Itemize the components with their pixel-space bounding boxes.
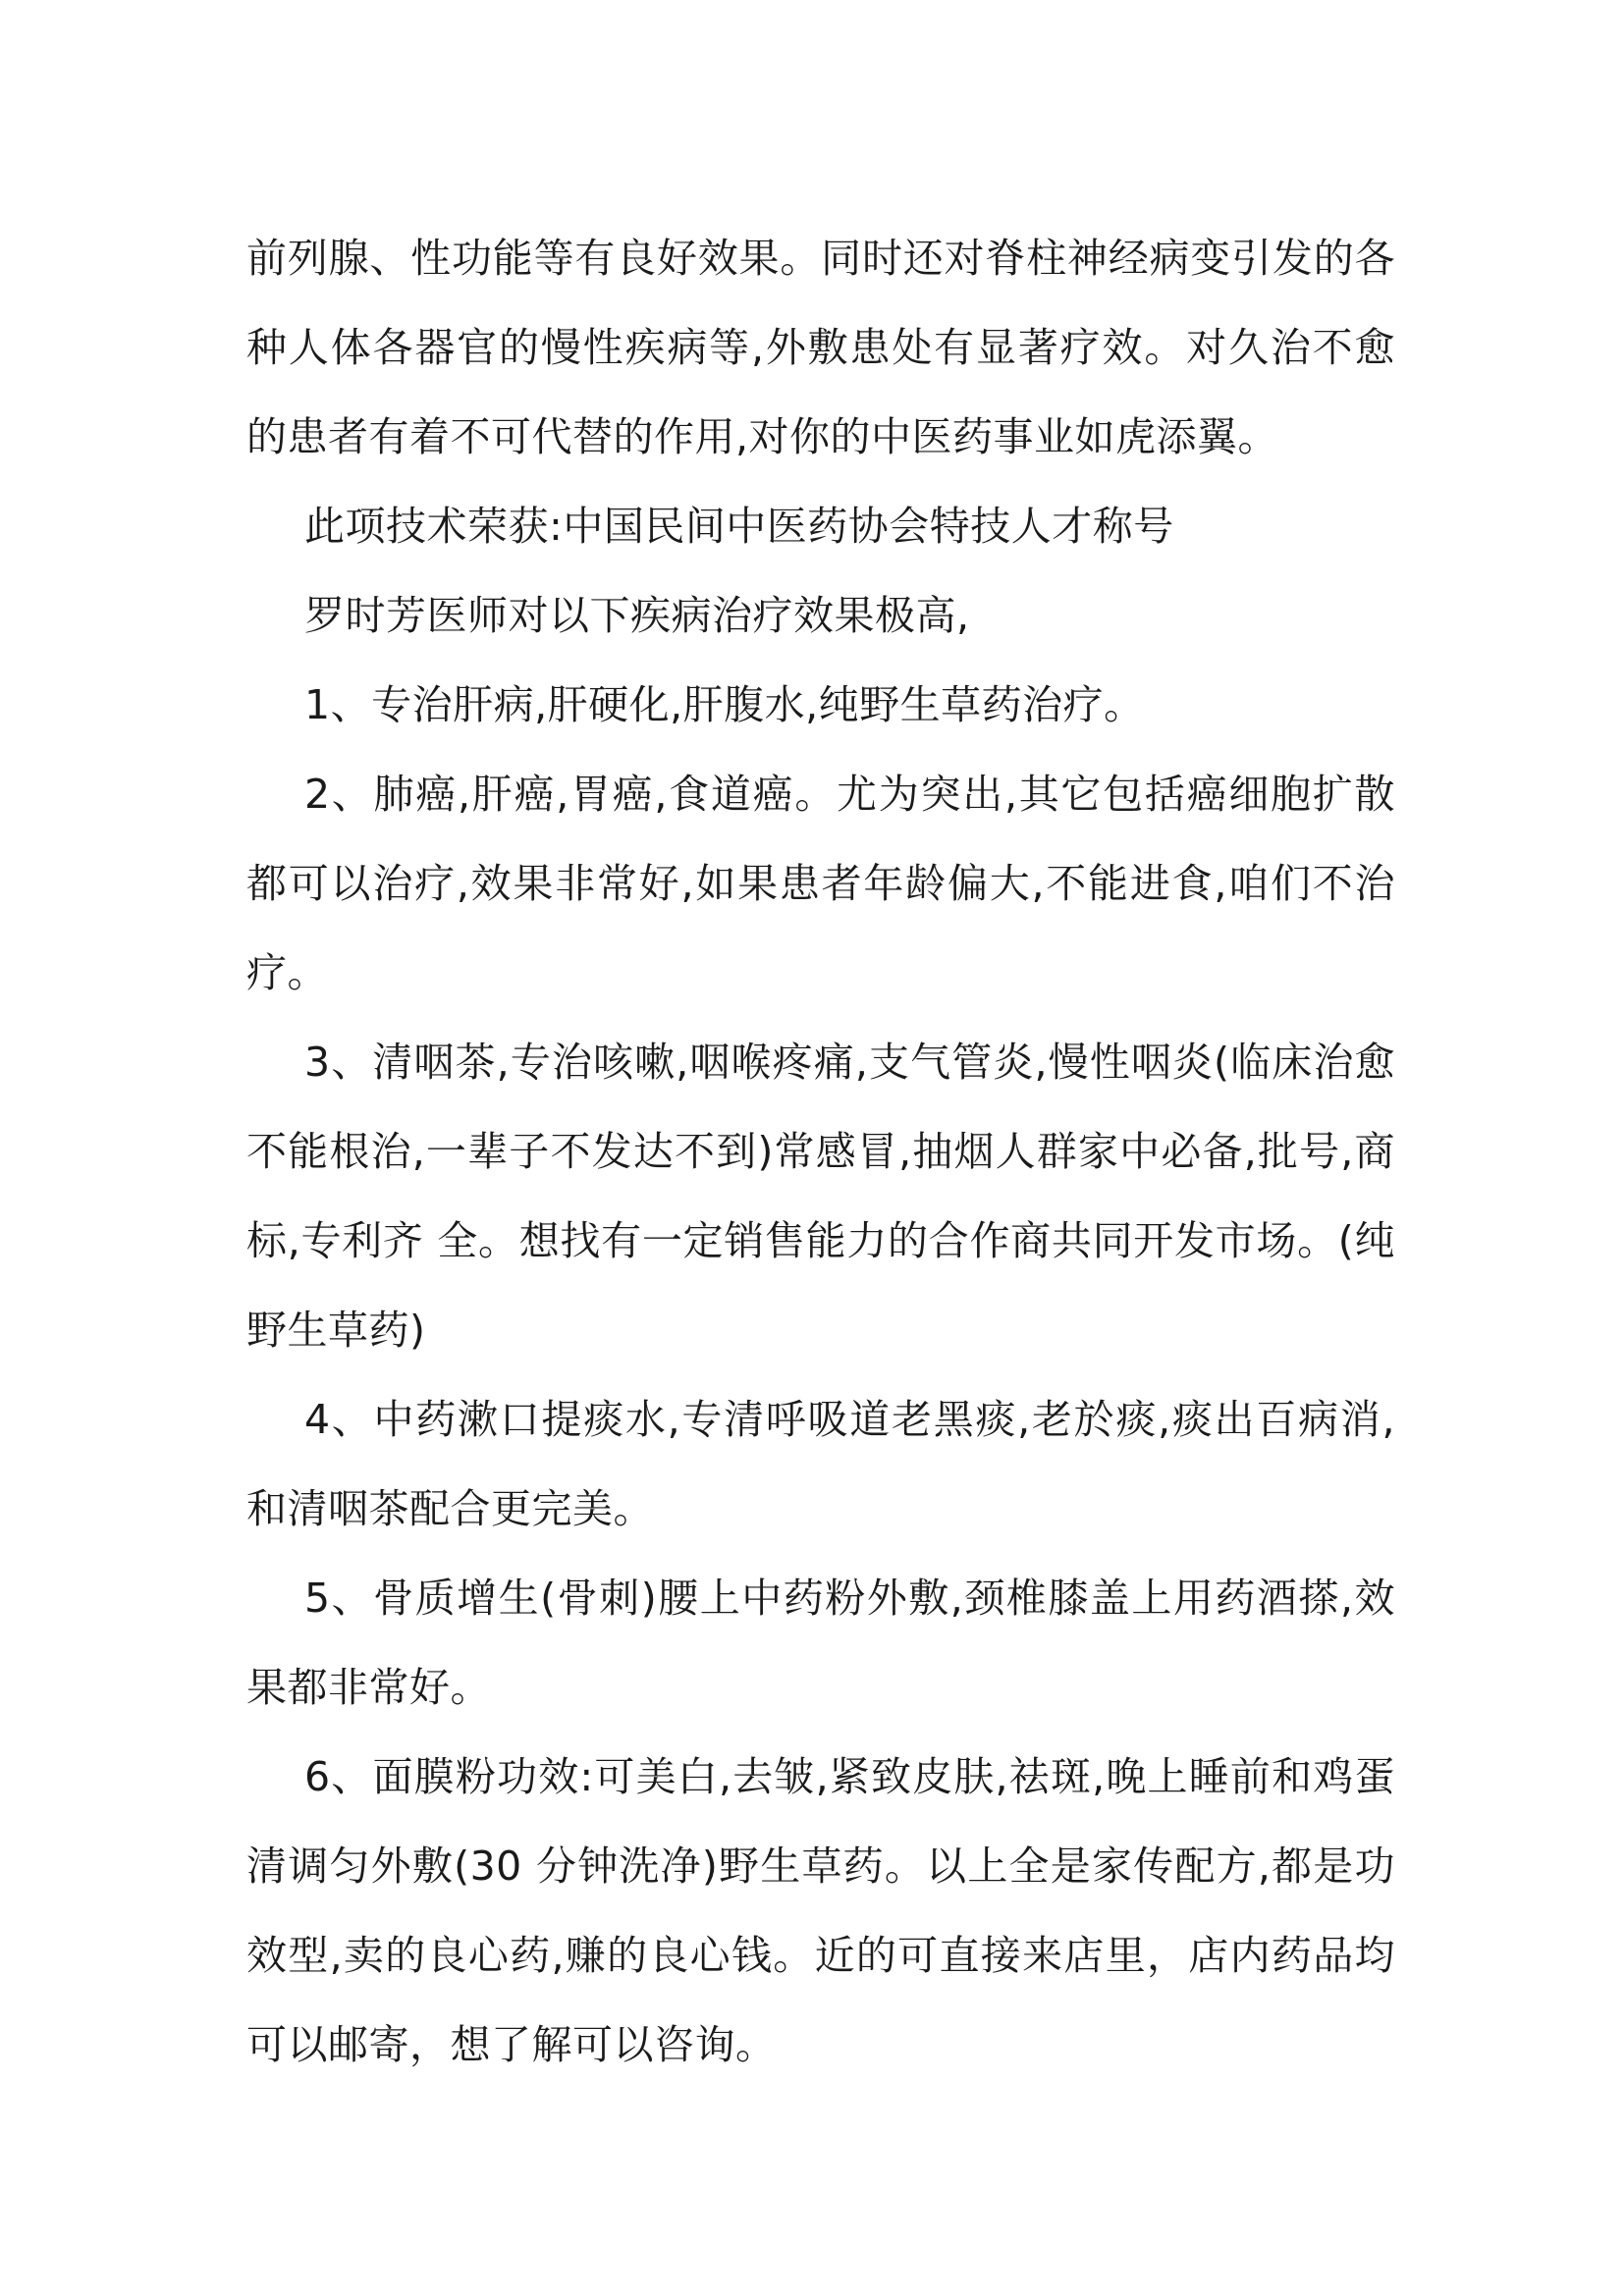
paragraph-item-6: 6、面膜粉功效:可美白,去皱,紧致皮肤,祛斑,晚上睡前和鸡蛋清调匀外敷(30 分钟洗净)野生草药。以上全是家传配方,都是功效型,卖的良心药,赚的良心钱。近的可直接来店里，店内药品均可以邮寄，想了解可以咨询。 (246, 1753, 1395, 2068)
paragraph-doctor: 罗时芳医师对以下疾病治疗效果极高, (304, 592, 970, 639)
paragraph-item-5: 5、骨质增生(骨刺)腰上中药粉外敷,颈椎膝盖上用药酒搽,效果都非常好。 (246, 1575, 1395, 1711)
document-body (246, 214, 1395, 2090)
paragraph-item-2: 2、肺癌,肝癌,胃癌,食道癌。尤为突出,其它包括癌细胞扩散都可以治疗,效果非常好,如果患者年龄偏大,不能进食,咱们不治疗。 (246, 771, 1395, 996)
paragraph-item-1: 1、专治肝病,肝硬化,肝腹水,纯野生草药治疗。 (304, 681, 1145, 728)
paragraph-item-4: 4、中药漱口提痰水,专清呼吸道老黑痰,老於痰,痰出百病消,和清咽茶配合更完美。 (246, 1396, 1395, 1532)
paragraph-award: 此项技术荣获:中国民间中医药协会特技人才称号 (304, 503, 1174, 550)
paragraph-intro: 前列腺、性功能等有良好效果。同时还对脊柱神经病变引发的各种人体各器官的慢性疾病等,外敷患处有显著疗效。对久治不愈的患者有着不可代替的作用,对你的中医药事业如虎添翼。 (246, 235, 1395, 460)
paragraph-item-3: 3、清咽茶,专治咳嗽,咽喉疼痛,支气管炎,慢性咽炎(临床治愈不能根治,一辈子不发达不到)常感冒,抽烟人群家中必备,批号,商标,专利齐 全。想找有一定销售能力的合作商共同开发市场。(纯野生草药) (246, 1039, 1395, 1354)
